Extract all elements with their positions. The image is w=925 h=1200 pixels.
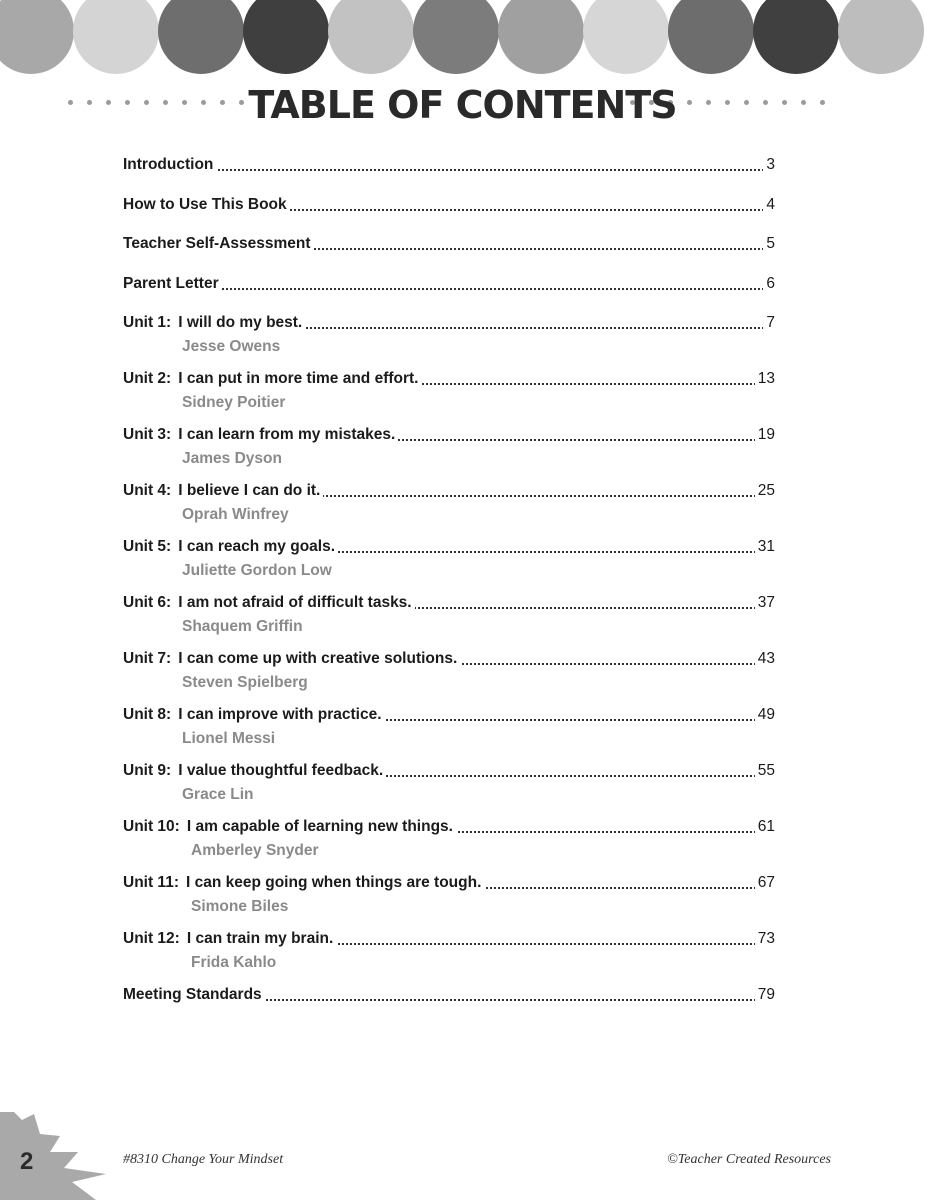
toc-entry-title: I can improve with practice. [178,706,382,723]
toc-page-number: 3 [763,152,775,178]
toc-entry-title: I believe I can do it. [178,482,321,499]
toc-unit-number: Unit 10: [123,818,180,835]
toc-entry[interactable] [123,271,775,297]
toc-entry-line [123,478,775,504]
page-number: 2 [20,1148,34,1175]
toc-entry-line [123,646,775,672]
toc-page-number: 49 [755,702,775,728]
toc-entry-title: Introduction [123,156,214,173]
scallop-circle [498,0,584,74]
toc-unit-number: Unit 1: [123,314,172,331]
page-title: TABLE OF CONTENTS [248,83,677,127]
scallop-circle [73,0,159,74]
toc-entry-title: I can learn from my mistakes. [178,426,396,443]
page-number-star-badge [0,1112,110,1200]
toc-entry-label [123,814,456,840]
toc-entry[interactable] [123,192,775,218]
toc-entry-line [123,926,775,952]
toc-entry[interactable] [123,590,775,638]
toc-entry-person: Shaquem Griffin [182,618,303,635]
toc-unit-number: Unit 7: [123,650,172,667]
scallop-circle [328,0,414,74]
toc-entry[interactable] [123,982,775,1008]
toc-entry-title: I value thoughtful feedback. [178,762,384,779]
toc-entry-title: I can reach my goals. [178,538,336,555]
toc-page-number: 7 [763,310,775,336]
toc-entry-label [123,702,385,728]
toc-entry-person: Frida Kahlo [191,954,277,971]
toc-entry-label [123,590,415,616]
toc-entry[interactable] [123,814,775,862]
toc-unit-number: Unit 4: [123,482,172,499]
toc-entry[interactable] [123,310,775,358]
toc-entry-line [123,814,775,840]
scallop-border [0,0,925,74]
footer-publisher: ©Teacher Created Resources [667,1152,831,1167]
toc-page-number: 4 [763,192,775,218]
toc-entry-line [123,534,775,560]
title-row [0,80,925,128]
toc-entry-line [123,870,775,896]
toc-entry-label [123,271,222,297]
toc-entry-person: Juliette Gordon Low [182,562,332,579]
toc-entry[interactable] [123,152,775,178]
toc-entry-label [123,152,216,178]
toc-entry-title: Parent Letter [123,274,219,292]
toc-entry-label [123,231,314,257]
toc-entry-line [123,192,775,218]
toc-page-number: 73 [755,926,775,952]
toc-entry-person: James Dyson [182,450,282,467]
toc-unit-number: Unit 5: [123,538,172,555]
toc-unit-number: Unit 6: [123,594,172,611]
toc-entry-label [123,870,484,896]
toc-entry[interactable] [123,366,775,414]
scallop-circle [158,0,244,74]
toc-entry-person: Jesse Owens [182,338,281,355]
toc-page-number: 19 [755,422,775,448]
toc-entry-line [123,702,775,728]
toc-entry-label [123,926,336,952]
toc-page-number: 31 [755,534,775,560]
toc-unit-number: Unit 2: [123,370,172,387]
toc-entry[interactable] [123,702,775,750]
toc-entry-label [123,982,265,1008]
toc-page-number: 61 [755,814,775,840]
toc-entry-title: I am not afraid of difficult tasks. [178,594,412,611]
toc-entry-line [123,231,775,257]
toc-entry-title: Meeting Standards [123,986,262,1003]
toc-entry-label [123,310,305,336]
toc-page-number: 13 [755,366,775,392]
footer-book-title: #8310 Change Your Mindset [123,1152,284,1167]
toc-unit-number: Unit 9: [123,762,172,779]
toc-entry-line [123,366,775,392]
toc-entry[interactable] [123,534,775,582]
toc-entry-title: Teacher Self-Assessment [123,235,311,252]
scallop-circle [413,0,499,74]
scallop-circle [583,0,669,74]
toc-unit-number: Unit 8: [123,706,172,723]
toc-page-number: 25 [755,478,775,504]
scallop-circle [0,0,74,74]
scallop-circle [753,0,839,74]
toc-page-number: 6 [763,271,775,297]
toc-entry-line [123,590,775,616]
toc-page-number: 37 [755,590,775,616]
toc-entry-label [123,478,323,504]
toc-entry[interactable] [123,926,775,974]
toc-page-number: 43 [755,646,775,672]
toc-entry-line [123,758,775,784]
toc-entry[interactable] [123,231,775,257]
toc-entry-label [123,192,290,218]
toc-entry-line [123,422,775,448]
toc-entry-person: Steven Spielberg [182,674,308,691]
toc-entry-label [123,534,338,560]
toc-entry-person: Oprah Winfrey [182,506,289,523]
toc-unit-number: Unit 12: [123,930,180,947]
toc-entry-line [123,152,775,178]
toc-page-number: 79 [755,982,775,1008]
toc-unit-number: Unit 11: [123,874,179,891]
toc-entry-person: Amberley Snyder [191,842,319,859]
toc-page-number: 5 [763,231,775,257]
toc-entry[interactable] [123,422,775,470]
scallop-circle [243,0,329,74]
toc-entry[interactable] [123,758,775,806]
toc-page-number: 55 [755,758,775,784]
toc-entry-person: Grace Lin [182,786,254,803]
toc-entry-title: How to Use This Book [123,195,287,213]
dot-leader [123,169,775,171]
toc-unit-number: Unit 3: [123,426,172,443]
scallop-circle [668,0,754,74]
toc-entry-label [123,758,386,784]
toc-entry-title: I can keep going when things are tough. [185,874,482,891]
toc-entry-person: Lionel Messi [182,730,276,747]
toc-entry-title: I can come up with creative solutions. [178,650,458,667]
toc-entry-person: Sidney Poitier [182,394,286,411]
toc-entry-label [123,646,460,672]
toc-entry[interactable] [123,478,775,526]
toc-entry[interactable] [123,646,775,694]
scallop-circle [838,0,924,74]
toc-page-number: 67 [755,870,775,896]
toc-entry-label [123,366,422,392]
toc-entry-title: I can put in more time and effort. [178,370,419,387]
toc-entry-title: I will do my best. [178,314,303,331]
toc-entry-title: I am capable of learning new things. [186,818,453,835]
toc-entry-label [123,422,398,448]
toc-entry-title: I can train my brain. [186,930,334,947]
toc-entry-line [123,310,775,336]
toc-entry[interactable] [123,870,775,918]
toc-entry-line [123,982,775,1008]
toc-entry-line [123,271,775,297]
toc-entry-person: Simone Biles [191,898,289,915]
